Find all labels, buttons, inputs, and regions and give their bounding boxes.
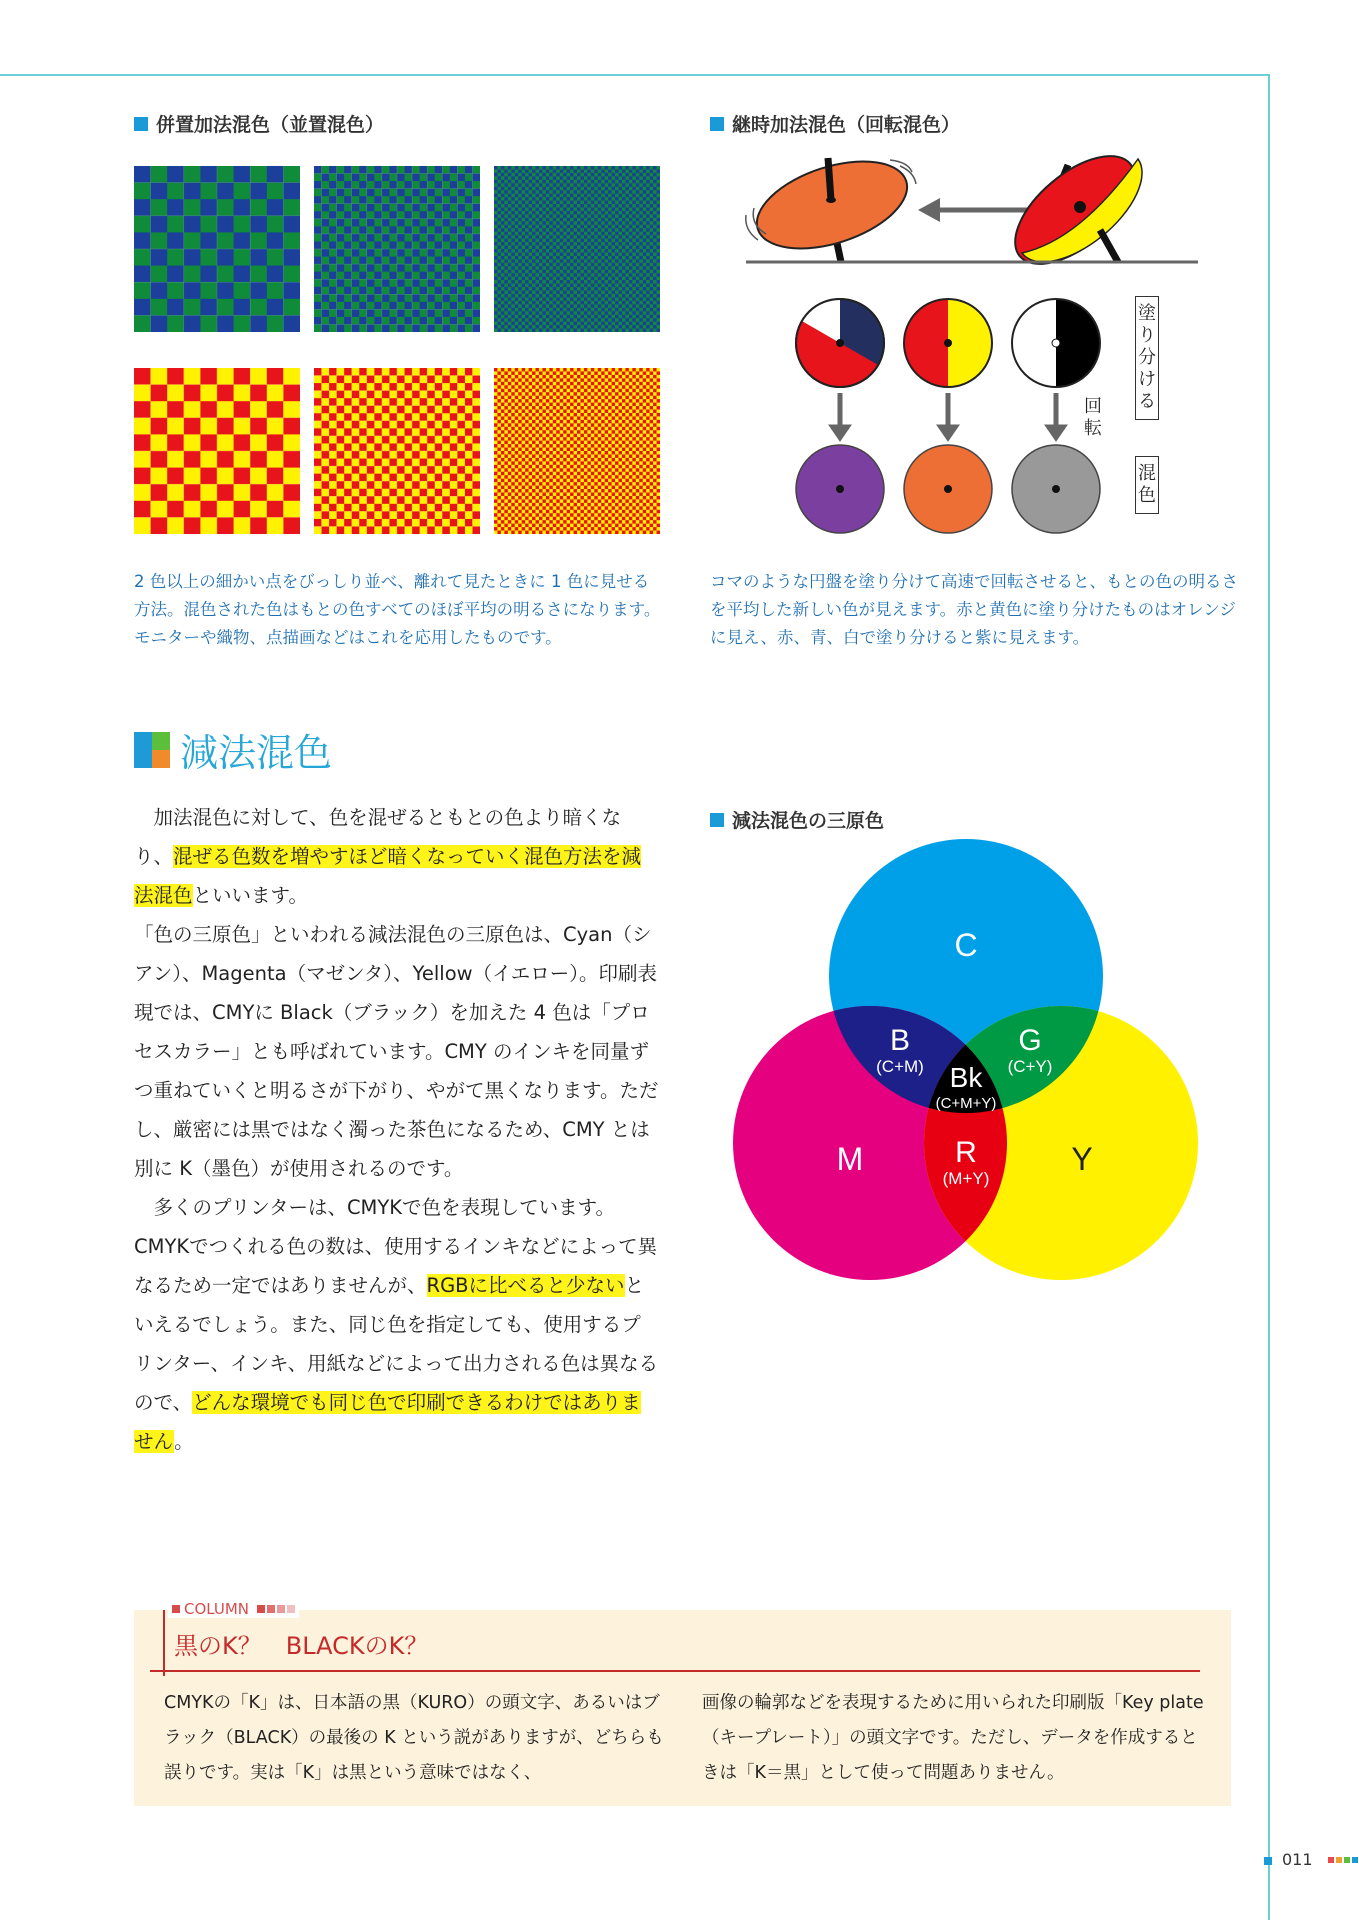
label-bk: Bk	[949, 1062, 983, 1093]
checker-pattern-2	[314, 166, 480, 332]
down-arrow-icons	[829, 393, 1067, 441]
label-m: M	[836, 1141, 864, 1177]
checker-pattern-grid	[134, 166, 660, 536]
label-g-sub: (C+Y)	[1007, 1057, 1053, 1076]
label-b: B	[889, 1024, 911, 1057]
p3-text-c: 。	[174, 1430, 194, 1453]
main-body-text	[134, 798, 659, 1461]
main-title	[134, 722, 332, 777]
result-disc-orange	[904, 445, 992, 533]
heading-square-icon	[710, 813, 724, 827]
venn-heading	[710, 806, 884, 833]
disc-red-yellow	[904, 299, 992, 387]
label-mix-text: 混 色	[1138, 463, 1156, 506]
label-b-sub: (C+M)	[876, 1057, 924, 1076]
label-bk-sub: (C+M+Y)	[935, 1095, 997, 1112]
section2-title: 継時加法混色（回転混色）	[732, 114, 961, 136]
checker-pattern-3	[494, 166, 660, 332]
p1-text-b: といいます。	[192, 884, 308, 907]
label-mix	[1135, 456, 1159, 514]
label-rotate-text: 回 転	[1084, 396, 1102, 439]
p3-highlight-2: どんな環境でも同じ色で印刷できるわけではありません	[134, 1391, 641, 1453]
label-y: Y	[1071, 1141, 1093, 1177]
label-paint-divide	[1135, 296, 1159, 420]
p3-highlight-1: RGBに比べると少ない	[426, 1274, 625, 1297]
label-c: C	[954, 927, 978, 963]
paragraph-1	[134, 798, 659, 915]
main-title-text: 減法混色	[180, 731, 333, 775]
column-square-icon	[172, 1605, 180, 1613]
rotation-mixing-diagram	[790, 293, 1110, 543]
p1-text-a: 加法混色に対して、色を混ぜるともとの色より暗くなり、	[134, 806, 622, 868]
column-title: 黒のK？ BLACKのK？	[174, 1632, 429, 1660]
heading-square-icon	[710, 117, 724, 131]
result-disc-gray	[1012, 445, 1100, 533]
section1-caption: 2 色以上の細かい点をびっしり並べ、離れて見たときに 1 色に見せる方法。混色された色はもとの色すべてのほぼ平均の明るさになります。モニターや織物、点描画などはこれを応用したものです。	[134, 572, 661, 647]
section2-heading	[710, 110, 960, 137]
label-g: G	[1018, 1024, 1042, 1057]
column-right-text: 画像の輪郭などを表現するために用いられた印刷版「Key plate（キープレート）」の頭文字です。ただし、データを作成するときは「K＝黒」として使って問題ありません。	[702, 1693, 1204, 1783]
column-decor-squares	[257, 1605, 295, 1613]
checker-pattern-4	[134, 368, 300, 534]
checker-pattern-5	[314, 368, 480, 534]
paragraph-2: 「色の三原色」といわれる減法混色の三原色は、Cyan（シアン）、Magenta（マゼンタ）、Yellow（イエロー）。印刷表現では、CMYに Black（ブラック）を加えた 4 色は「プロセスカラー」とも呼ばれています。CMY のインキを同量ずつ重ねていくと明るさが下がり、やがて黒くなります。ただし、厳密には黒ではなく濁った茶色になるため、CMY とは別に K（墨色）が使用されるのです。	[134, 923, 659, 1180]
label-r: R	[955, 1136, 977, 1169]
disc-red-white-navy	[796, 299, 884, 387]
label-paint-text: 塗 り 分 け る	[1138, 303, 1156, 412]
checker-pattern-1	[134, 166, 300, 332]
disc-white-black	[1012, 299, 1100, 387]
page-number-marker	[1264, 1857, 1272, 1865]
heading-square-icon	[134, 117, 148, 131]
title-color-block-icon	[134, 732, 170, 768]
p1-highlight: 混ぜる色数を増やすほど暗くなっていく混色方法を減法混色	[134, 845, 642, 907]
venn-title: 減法混色の三原色	[732, 810, 885, 832]
cmy-venn-diagram	[730, 836, 1210, 1286]
column-label	[168, 1600, 299, 1618]
section1-title: 併置加法混色（並置混色）	[156, 114, 385, 136]
page-number: 011	[1282, 1850, 1313, 1869]
paragraph-3	[134, 1188, 659, 1461]
label-r-sub: (M+Y)	[942, 1169, 990, 1188]
result-disc-purple	[796, 445, 884, 533]
label-rotate	[1082, 396, 1104, 440]
section2-caption: コマのような円盤を塗り分けて高速で回転させると、もとの色の明るさを平均した新しい色が見えます。赤と黄色に塗り分けたものはオレンジに見え、赤、青、白で塗り分けると紫に見えます。	[710, 572, 1238, 647]
column-title-rule-vertical	[163, 1610, 165, 1676]
section1-heading	[134, 110, 384, 137]
p3-text-b: といえるでしょう。また、同じ色を指定しても、使用するプリンター、インキ、用紙などによって出力される色は異なるので、	[134, 1274, 659, 1414]
column-left-text: CMYKの「K」は、日本語の黒（KURO）の頭文字、あるいはブラック（BLACK）の最後の K という説がありますが、どちらも誤りです。実は「K」は黒という意味ではなく、	[164, 1693, 664, 1783]
page-frame-right	[1268, 74, 1270, 1920]
orange-spinning-top	[746, 150, 918, 265]
checker-pattern-6	[494, 368, 660, 534]
spinning-top-illustration	[740, 150, 1200, 270]
column-label-text: COLUMN	[184, 1600, 250, 1618]
page-color-bar	[1328, 1857, 1358, 1863]
page-frame-top	[0, 74, 1268, 76]
p3-text-a: 多くのプリンターは、CMYKで色を表現しています。CMYKでつくれる色の数は、使用するインキなどによって異なるため一定ではありませんが、	[134, 1196, 658, 1297]
column-title-rule	[150, 1670, 1200, 1672]
